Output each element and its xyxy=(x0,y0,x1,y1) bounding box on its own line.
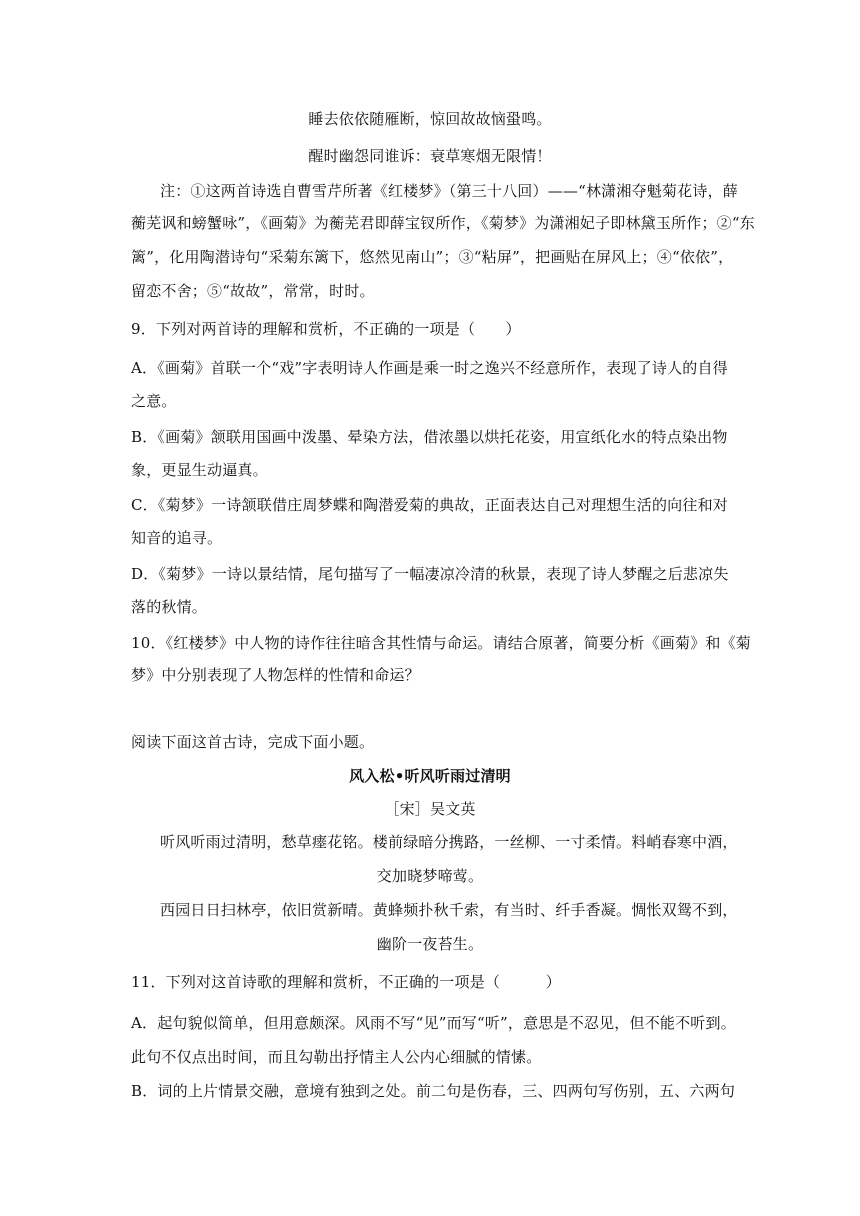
note-line: 留恋不舍；⑤“故故”，常常，时时。 xyxy=(131,282,375,300)
poem-line: 醒时幽怨同谁诉：衰草寒烟无限情！ xyxy=(308,147,552,165)
poem-title: 风入松•听风听雨过清明 xyxy=(349,767,511,785)
option-d-line: D．《菊梦》一诗以景结情，尾句描写了一幅凄凉冷清的秋景，表现了诗人梦醒之后悲凉失 xyxy=(131,565,729,583)
poem-line: 交加晓梦啼莺。 xyxy=(376,867,484,885)
poem-line: 西园日日扫林亭，依旧赏新晴。黄蜂频扑秋千索，有当时、纤手香凝。惆怅双鸳不到， xyxy=(160,901,738,919)
poem-line: 听风听雨过清明，愁草瘗花铭。楼前绿暗分携路，一丝柳、一寸柔情。料峭春寒中酒， xyxy=(160,833,738,851)
question-10-line: 10．《红楼梦》中人物的诗作往往暗含其性情与命运。请结合原著，简要分析《画菊》和《菊 xyxy=(131,634,751,652)
question-9-stem: 9．下列对两首诗的理解和赏析，不正确的一项是（ ） xyxy=(131,320,521,338)
option-c-line: 知音的追寻。 xyxy=(131,529,223,547)
poem-line: 睡去依依随雁断，惊回故故恼蛩鸣。 xyxy=(308,110,552,128)
option-b-line: B．词的上片情景交融，意境有独到之处。前二句是伤春，三、四两句写伤别，五、六两句 xyxy=(131,1082,736,1100)
option-a-line: A．《画菊》首联一个“戏”字表明诗人作画是乘一时之逸兴不经意所作，表现了诗人的自得 xyxy=(131,359,728,377)
option-a-line: 此句不仅点出时间，而且勾勒出抒情主人公内心细腻的情愫。 xyxy=(131,1048,542,1066)
poem-line: 幽阶一夜苔生。 xyxy=(376,935,484,953)
note-line: 篱”，化用陶潜诗句“采菊东篱下，悠然见南山”；③“粘屏”，把画贴在屏风上；④“依依”， xyxy=(131,248,734,266)
poem-author: ［宋］吴文英 xyxy=(384,800,476,818)
note-line: 蘅芜讽和螃蟹咏”，《画菊》为蘅芜君即薛宝钗所作，《菊梦》为潇湘妃子即林黛玉所作；②“东 xyxy=(131,214,755,232)
section-intro: 阅读下面这首古诗，完成下面小题。 xyxy=(131,733,375,751)
note-line: 注：①这两首诗选自曹雪芹所著《红楼梦》（第三十八回）——“林潇湘夺魁菊花诗，薛 xyxy=(160,182,738,200)
option-c-line: C．《菊梦》一诗颔联借庄周梦蝶和陶潜爱菊的典故，正面表达自己对理想生活的向往和对 xyxy=(131,496,728,514)
option-a-line: A．起句貌似简单，但用意颇深。风雨不写“见”而写“听”，意思是不忍见，但不能不听到。 xyxy=(131,1014,736,1032)
option-a-line: 之意。 xyxy=(131,392,177,410)
option-d-line: 落的秋情。 xyxy=(131,598,208,616)
option-b-line: 象，更显生动逼真。 xyxy=(131,461,268,479)
question-11-stem: 11．下列对这首诗歌的理解和赏析，不正确的一项是（ ） xyxy=(131,973,561,991)
option-b-line: B．《画菊》颔联用国画中泼墨、晕染方法，借浓墨以烘托花姿，用宣纸化水的特点染出物 xyxy=(131,428,728,446)
question-10-line: 梦》中分别表现了人物怎样的性情和命运？ xyxy=(131,666,420,684)
